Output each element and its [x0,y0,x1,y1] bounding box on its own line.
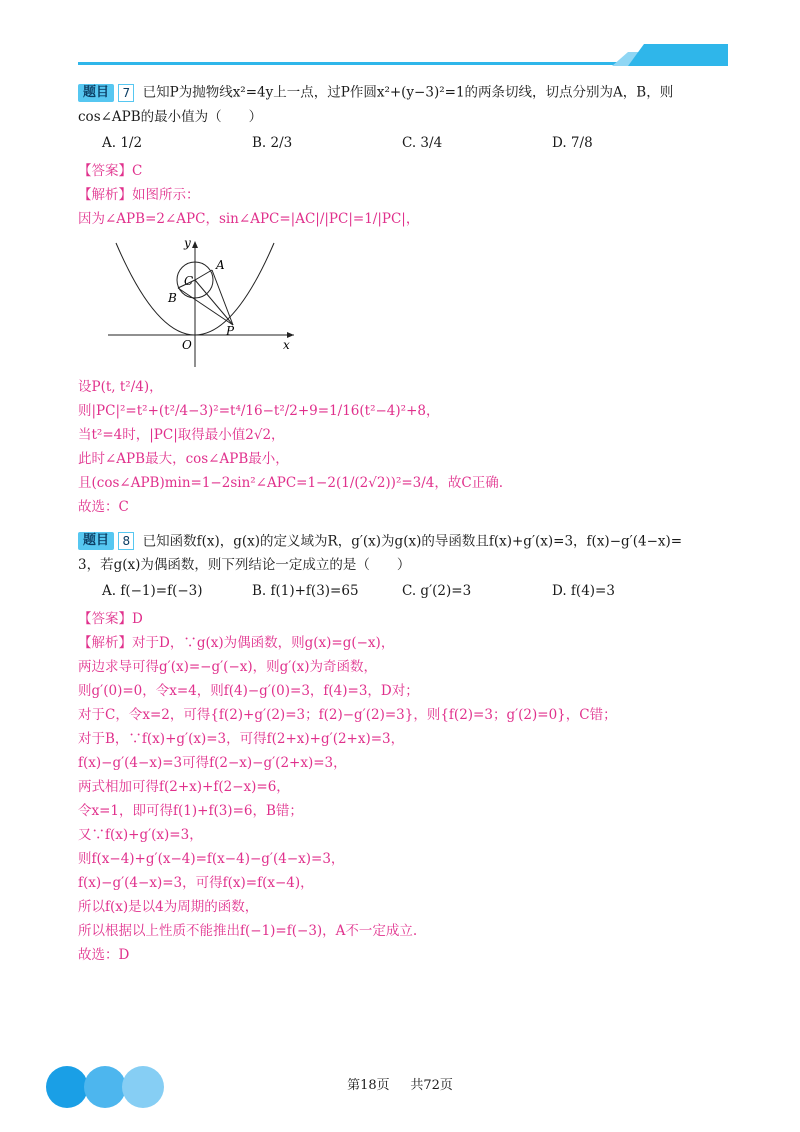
question-8-stem-cont: 3，若g(x)为偶函数，则下列结论一定成立的是（ ） [78,557,411,573]
analysis-7-line: 设P(t, t²/4)， [78,378,163,395]
header-accent [628,44,728,66]
question-8-stem [78,529,728,554]
question-8-options [102,583,728,599]
analysis-8-line: 对于B，∵f(x)+g′(x)=3，可得f(2+x)+g′(2+x)=3， [78,731,405,747]
analysis-7-line: 且(cos∠APB)min=1−2sin²∠APC=1−2(1/(2√2))²=3/4，故C正确. [78,474,504,491]
option-c[interactable]: C. g′(2)=3 [402,583,472,599]
analysis-8-line: 又∵f(x)+g′(x)=3， [78,827,203,843]
label-x: x [283,337,290,352]
answer-8: 【答案】D [78,611,143,627]
y-axis-arrow [192,241,198,248]
question-text: 已知P为抛物线x²=4y上一点，过P作圆x²+(y−3)²=1的两条切线，切点分别为A，B，则 [142,84,674,101]
question-number: 8 [118,532,134,550]
option-a[interactable]: A. 1/2 [102,134,143,151]
analysis-8-line: 令x=1，即可得f(1)+f(3)=6，B错； [78,803,303,819]
option-d[interactable]: D. f(4)=3 [552,583,615,599]
tangent-pa [212,270,233,325]
question-7-stem [78,80,728,105]
label-a: A [216,257,225,272]
analysis-8-line: 两边求导可得g′(x)=−g′(−x)，则g′(x)为奇函数， [78,659,377,675]
option-a[interactable]: A. f(−1)=f(−3) [102,583,203,599]
parabola-circle-graph [108,239,298,369]
analysis-7-line: 当t²=4时，|PC|取得最小值2√2， [78,426,285,443]
analysis-8-line: 所以f(x)是以4为周期的函数， [78,899,259,915]
analysis-8-line: 对于C，令x=2，可得{f(2)+g′(2)=3；f(2)−g′(2)=3}，则{f(2)=3；g′(2)=0}，C错； [78,707,617,723]
analysis-8-line: f(x)−g′(4−x)=3可得f(2−x)−g′(2+x)=3， [78,755,347,771]
label-c: C [184,273,194,288]
header-rule [78,62,638,65]
analysis-8-line: 故选：D [78,947,130,963]
question-badge: 题目 [78,84,114,102]
answer-7: 【答案】C [78,162,143,179]
analysis-7-line: 则|PC|²=t²+(t²/4−3)²=t⁴/16−t²/2+9=1/16(t²−4)²+8， [78,402,440,419]
analysis-7-line: 故选：C [78,498,129,515]
analysis-8-line: f(x)−g′(4−x)=3，可得f(x)=f(x−4)， [78,875,314,891]
page-content [78,80,728,967]
question-8 [78,529,728,968]
label-b: B [168,290,177,305]
question-7 [78,80,728,519]
analysis-8-line: 【解析】对于D，∵g(x)为偶函数，则g(x)=g(−x)， [78,635,395,651]
tangent-pb [178,288,233,325]
analysis-8-line: 则f(x−4)+g′(x−4)=f(x−4)−g′(4−x)=3， [78,851,345,867]
segment-cp [195,280,233,325]
page-footer [0,1074,800,1093]
question-7-options [102,135,728,151]
analysis-7-line: 因为∠APB=2∠APC，sin∠APC=|AC|/|PC|=1/|PC|， [78,210,420,227]
label-p: P [226,323,235,338]
question-badge: 题目 [78,532,114,550]
page-number: 第18页 [347,1078,390,1093]
option-b[interactable]: B. f(1)+f(3)=65 [252,583,359,599]
analysis-7-title: 【解析】如图所示： [78,186,200,203]
radius-ca [195,270,212,280]
analysis-8-line: 所以根据以上性质不能推出f(−1)=f(−3)，A不一定成立. [78,923,418,939]
question-number: 7 [118,84,134,102]
option-c[interactable]: C. 3/4 [402,134,443,151]
analysis-8-line: 则g′(0)=0，令x=4，则f(4)−g′(0)=3，f(4)=3，D对； [78,683,419,699]
option-d[interactable]: D. 7/8 [552,134,593,151]
question-text: 已知函数f(x)，g(x)的定义域为R，g′(x)为g(x)的导函数且f(x)+g′(x)=3，f(x)−g′(4−x)= [142,533,683,549]
label-y: y [184,238,191,250]
option-b[interactable]: B. 2/3 [252,134,293,151]
question-7-stem-cont: cos∠APB的最小值为（ ） [78,108,263,125]
analysis-7-line: 此时∠APB最大，cos∠APB最小， [78,450,289,467]
label-o: O [182,337,192,352]
analysis-8-line: 两式相加可得f(2+x)+f(2−x)=6， [78,779,290,795]
page-total: 共72页 [410,1078,453,1093]
